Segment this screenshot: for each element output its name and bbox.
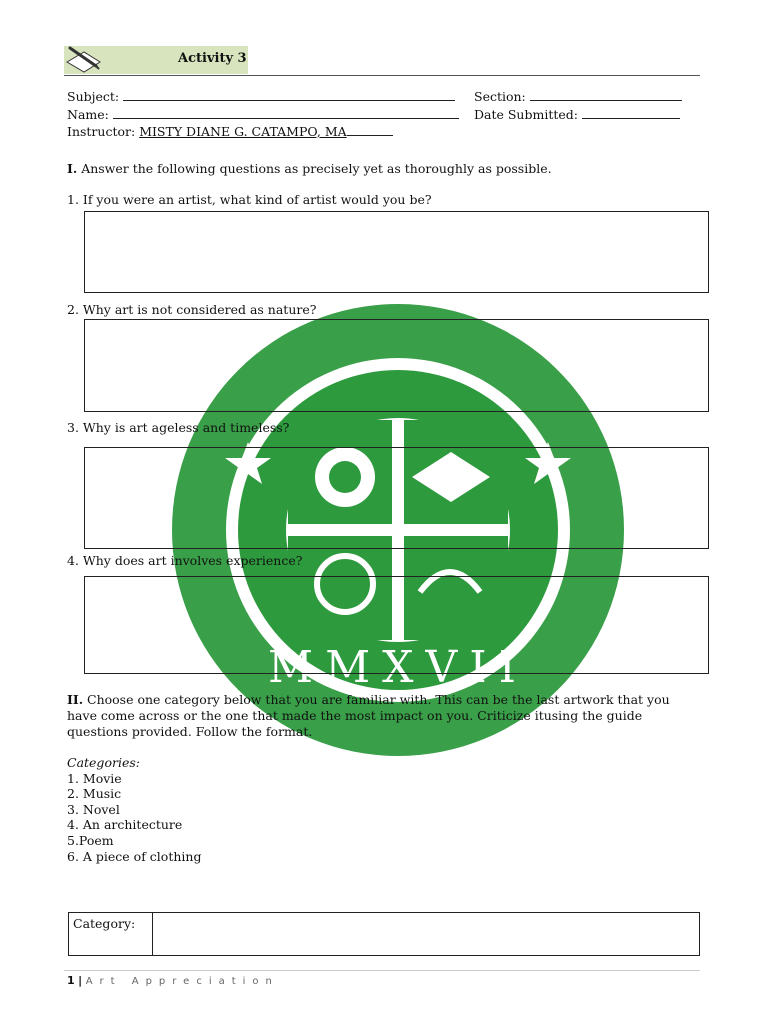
part1-instruction-text: Answer the following questions as precisely yet as thoroughly as possible. (81, 161, 552, 176)
header-divider (64, 75, 700, 76)
category-table (68, 912, 700, 956)
activity-title: Activity 3 (178, 51, 247, 66)
category-item-novel: 3. Novel (67, 801, 120, 817)
section-label: Section: (474, 89, 526, 104)
category-label-cell (69, 913, 153, 956)
instructor-blank (347, 123, 393, 136)
instructor-value: MISTY DIANE G. CATAMPO, MA (139, 124, 347, 139)
question-2: 2. Why art is not considered as nature? (67, 302, 317, 317)
part2-line-2: have come across or the one that made the most impact on you. Criticize itusing the guide (67, 708, 643, 723)
answer-box-4[interactable] (84, 576, 709, 674)
category-answer-cell[interactable] (153, 913, 700, 956)
categories-heading: Categories: (67, 755, 140, 770)
footer-divider (64, 970, 700, 971)
name-row (67, 106, 459, 124)
question-4: 4. Why does art involves experience? (67, 553, 303, 568)
category-item-poem: 5.Poem (67, 832, 114, 848)
answer-box-1[interactable] (84, 211, 709, 293)
date-label: Date Submitted: (474, 107, 578, 122)
part2-line-1: Choose one category below that you are familiar with. This can be the last artwork that you (83, 692, 670, 707)
category-item-music: 2. Music (67, 786, 122, 802)
part2-line-3: questions provided. Follow the format. (67, 724, 313, 739)
subject-label: Subject: (67, 89, 120, 104)
category-item-movie: 1. Movie (67, 770, 122, 786)
subject-blank[interactable] (123, 88, 455, 101)
categories-list (67, 755, 201, 864)
page-number: 1 (67, 974, 75, 987)
page-footer (67, 974, 279, 987)
seal-numeral-text: MMXVII (268, 642, 528, 693)
pen-paper-icon (64, 44, 104, 74)
answer-box-2[interactable] (84, 319, 709, 412)
part2-numeral: II. (67, 692, 84, 707)
part1-numeral: I. (67, 161, 78, 176)
category-label: Category: (73, 916, 136, 931)
part2-instruction (67, 692, 707, 740)
name-blank[interactable] (113, 106, 459, 119)
footer-separator: | (78, 974, 83, 987)
section-row (474, 88, 682, 106)
question-1: 1. If you were an artist, what kind of artist would you be? (67, 192, 432, 207)
answer-box-3[interactable] (84, 447, 709, 549)
part1-instruction (67, 161, 552, 177)
category-item-clothing: 6. A piece of clothing (67, 848, 202, 864)
footer-subject: Art Appreciation (85, 976, 279, 987)
instructor-label: Instructor: (67, 124, 136, 139)
subject-row (67, 88, 455, 106)
section-blank[interactable] (530, 88, 682, 101)
date-row (474, 106, 680, 124)
date-blank[interactable] (582, 106, 680, 119)
name-label: Name: (67, 107, 109, 122)
instructor-row (67, 123, 393, 141)
question-3: 3. Why is art ageless and timeless? (67, 420, 290, 435)
category-item-architecture: 4. An architecture (67, 817, 183, 833)
